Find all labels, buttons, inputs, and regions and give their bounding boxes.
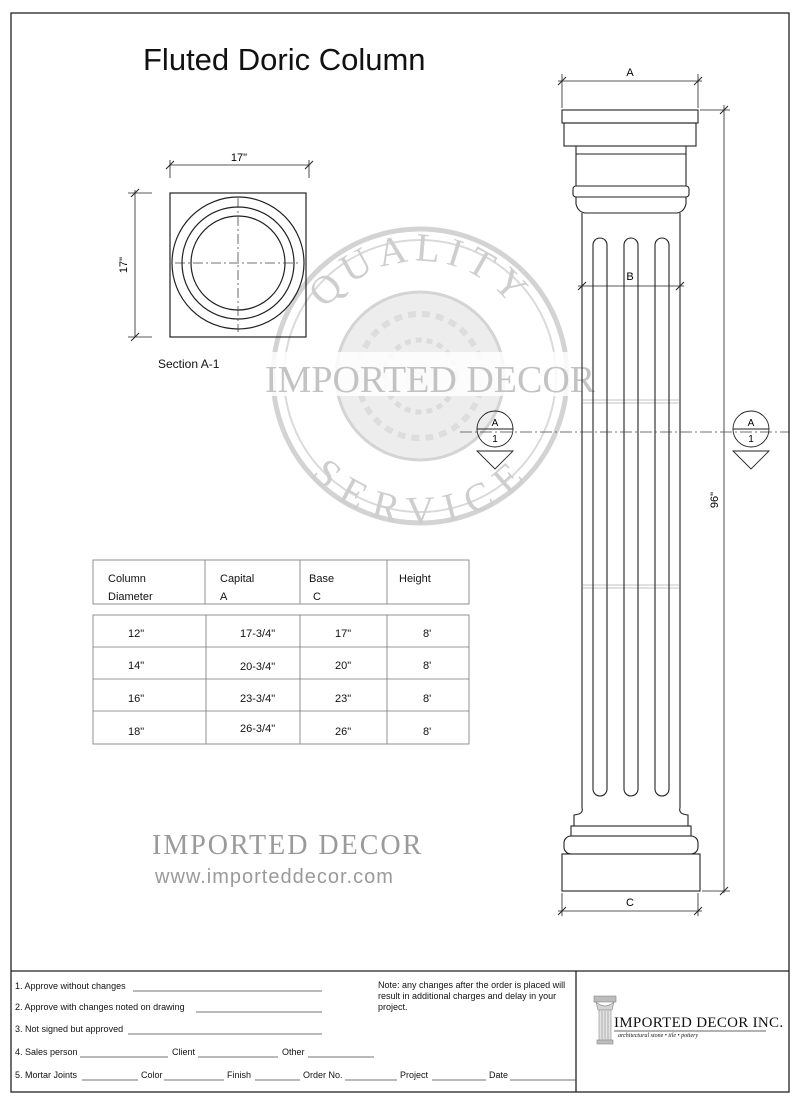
table-cell: 23": [335, 693, 352, 705]
table-header-column-2: Diameter: [108, 591, 153, 603]
table-cell: 8': [423, 660, 432, 672]
table-cell: 18": [128, 726, 145, 738]
shaft-dimension-label: B: [626, 271, 634, 283]
table-cell: 26": [335, 726, 352, 738]
section-width-label: 17": [230, 152, 248, 164]
form-sales-person: 4. Sales person: [15, 1047, 78, 1057]
form-client: Client: [172, 1047, 196, 1057]
form-mortar-joints: 5. Mortar Joints: [15, 1070, 78, 1080]
table-header-capital: Capital: [220, 573, 255, 585]
company-logo-name: IMPORTED DECOR INC.: [614, 1015, 784, 1031]
table-cell: 23-3/4": [240, 693, 276, 705]
section-label: Section A-1: [158, 357, 220, 371]
base-dimension-label: C: [626, 897, 634, 909]
table-cell: 20-3/4": [240, 661, 276, 673]
table-header-base-2: C: [313, 591, 321, 603]
form-finish: Finish: [227, 1070, 252, 1080]
table-header-capital-2: A: [220, 591, 228, 603]
table-cell: 20": [335, 660, 352, 672]
watermark-url: www.importeddecor.com: [155, 866, 394, 888]
marker-left-letter: A: [491, 418, 499, 429]
svg-text:SERVICE: [304, 449, 536, 533]
company-logo-tagline: architectural stone • tile • pottery: [618, 1033, 699, 1039]
watermark-middle-text: IMPORTED DECOR: [264, 359, 596, 401]
table-cell: 12": [128, 628, 145, 640]
table-cell: 8': [423, 693, 432, 705]
table-cell: 8': [423, 726, 432, 738]
table-cell: 14": [128, 660, 145, 672]
form-order-no: Order No.: [303, 1070, 343, 1080]
capital-dimension-label: A: [626, 67, 634, 79]
form-date: Date: [489, 1070, 509, 1080]
form-approve-with-changes: 2. Approve with changes noted on drawing: [15, 1002, 185, 1012]
table-cell: 16": [128, 693, 145, 705]
dimension-table-grid: [93, 560, 469, 744]
watermark-brand: IMPORTED DECOR: [152, 830, 424, 861]
marker-right-letter: A: [747, 418, 755, 429]
sheet-border: [11, 13, 789, 1092]
change-note: Note: any changes after the order is placed will result in additional charges and delay in your project.: [378, 980, 566, 1012]
table-header-base: Base: [309, 573, 335, 585]
form-other: Other: [282, 1047, 305, 1057]
drawing-title: Fluted Doric Column: [143, 42, 426, 77]
table-header-column: Column: [108, 573, 146, 585]
form-color: Color: [141, 1070, 163, 1080]
dimension-a: [558, 74, 702, 108]
column-elevation: [562, 110, 700, 891]
table-cell: 8': [423, 628, 432, 640]
table-cell: 26-3/4": [240, 723, 276, 735]
column-capital-icon: [594, 996, 616, 1044]
form-not-signed: 3. Not signed but approved: [15, 1024, 124, 1034]
height-dimension-label: 96": [709, 491, 721, 509]
section-height-label: 17": [118, 256, 130, 274]
marker-right-number: 1: [748, 434, 754, 445]
table-header-height: Height: [399, 573, 431, 585]
table-cell: 17": [335, 628, 352, 640]
marker-left-number: 1: [492, 434, 498, 445]
watermark-bottom-text: SERVICE: [303, 449, 537, 534]
watermark-top-text: QUALITY: [299, 224, 541, 316]
form-approve-no-changes: 1. Approve without changes: [15, 981, 126, 991]
table-cell: 17-3/4": [240, 628, 276, 640]
form-project: Project: [400, 1070, 429, 1080]
dimension-b: [578, 282, 684, 290]
